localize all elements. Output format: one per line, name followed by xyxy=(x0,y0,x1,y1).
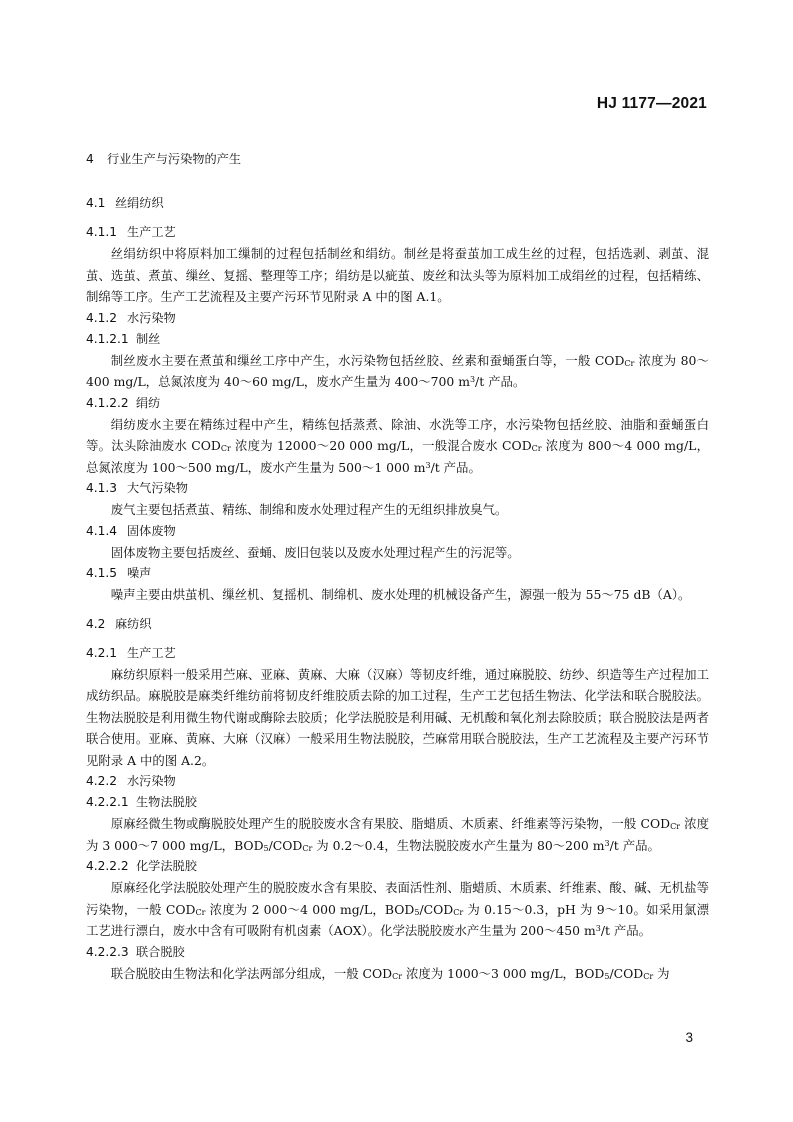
paragraph-4-1-4: 固体废物主要包括废丝、蚕蛹、废旧包装以及废水处理过程产生的污泥等。 xyxy=(110,544,520,560)
section-title: 麻纺织 xyxy=(115,616,152,631)
section-title: 生产工艺 xyxy=(127,645,176,660)
paragraph-4-1-1: 丝绢纺织中将原料加工缫制的过程包括制丝和绢纺。制丝是将蚕茧加工成生丝的过程，包括选剥、剥茧、混茧、选茧、煮茧、缫丝、复摇、整理等工序；绢纺是以疵茧、废丝和汰头等为原料加工成绢丝的过程，包括精练、制绵等工序。生产工艺流程及主要产污环节见附录 A 中的图 A.1。 xyxy=(86,246,709,304)
paragraph-4-1-3: 废气主要包括煮茧、精练、制绵和废水处理过程产生的无组织排放臭气。 xyxy=(110,502,508,517)
section-number: 4.2.1 xyxy=(86,645,118,660)
section-title: 联合脱胶 xyxy=(136,944,185,959)
section-heading-4-2-2 xyxy=(86,771,709,792)
section-number: 4.2.2.3 xyxy=(86,944,129,959)
document-body xyxy=(86,149,709,984)
section-heading-4-1-4 xyxy=(86,521,709,542)
section-number: 4.1.5 xyxy=(86,566,118,580)
section-title: 水污染物 xyxy=(127,310,176,325)
section-title: 生物法脱胶 xyxy=(136,795,197,809)
document-code-header: HJ 1177—2021 xyxy=(596,95,707,112)
section-title: 化学法脱胶 xyxy=(136,859,197,873)
paragraph-4-1-2-2: 绢纺废水主要在精练过程中产生，精练包括蒸煮、除油、水洗等工序，水污染物包括丝胶、油脂和蚕蛹蛋白等。汰头除油废水 $COD_{Cr}$ 浓度为 12000～20 000 mg/L，一般混合废水 $COD_{Cr}$ 浓度为 800～4 000 mg/L，总氮浓度为 100～500 mg/L，废水产生量为 500～1 000 $m^3/t$ 产品。 xyxy=(86,416,709,475)
section-number: 4.1.3 xyxy=(86,481,118,495)
section-heading-4-1-2-2 xyxy=(86,393,709,414)
section-heading-4-1 xyxy=(86,193,709,214)
section-number: 4.1 xyxy=(86,196,106,210)
section-title: 绢纺 xyxy=(136,395,161,410)
section-number: 4.1.2.1 xyxy=(86,331,129,346)
paragraph-4-2-2-1: 原麻经微生物或酶脱胶处理产生的脱胶废水含有果胶、脂蜡质、木质素、纤维素等污染物，一般 $COD_{Cr}$ 浓度为 3 000～7 000 mg/L，$BOD_5/COD_{Cr}$ 为 0.2～0.4，生物法脱胶废水产生量为 80～200 $m^3/t$ 产品。 xyxy=(86,816,709,853)
section-number: 4.2.2.2 xyxy=(86,859,129,873)
page-number: 3 xyxy=(685,1030,693,1045)
section-heading-4-2-2-3 xyxy=(86,942,709,963)
section-heading-4-1-2-1 xyxy=(86,329,709,350)
section-heading-4-1-1 xyxy=(86,222,709,243)
paragraph-4-1-5: 噪声主要由烘茧机、缫丝机、复摇机、制绵机、废水处理的机械设备产生，源强一般为 55～75 dB（A）。 xyxy=(110,587,691,602)
section-heading-4-1-3 xyxy=(86,478,709,499)
paragraph-4-2-1: 麻纺织原料一般采用苎麻、亚麻、黄麻、大麻（汉麻）等韧皮纤维，通过麻脱胶、纺纱、织造等生产过程加工成纺织品。麻脱胶是麻类纤维纺前将韧皮纤维胶质去除的加工过程，生产工艺包括生物法、化学法和联合脱胶法。生物法脱胶是利用微生物代谢或酶除去胶质；化学法脱胶是利用碱、无机酸和氧化剂去除胶质；联合脱胶法是两者联合使用。亚麻、黄麻、大麻（汉麻）一般采用生物法脱胶，苎麻常用联合脱胶法，生产工艺流程及主要产污环节见附录 A 中的图 A.2。 xyxy=(86,666,709,768)
paragraph-4-1-2-1: 制丝废水主要在煮茧和缫丝工序中产生，水污染物包括丝胶、丝素和蚕蛹蛋白等，一般 $COD_{Cr}$ 浓度为 80～400 mg/L，总氮浓度为 40～60 mg/L，废水产生量为 400～700 $m^3/t$ 产品。 xyxy=(86,352,709,389)
section-heading-4-2-2-2 xyxy=(86,856,709,877)
section-heading-4 xyxy=(86,149,709,170)
section-heading-4-2-1 xyxy=(86,643,709,664)
section-heading-4-2 xyxy=(86,614,709,635)
section-heading-4-1-5 xyxy=(86,563,709,584)
section-number: 4.2.2.1 xyxy=(86,795,129,809)
section-number: 4.2.2 xyxy=(86,774,118,788)
section-title: 噪声 xyxy=(127,566,152,580)
section-heading-4-2-2-1 xyxy=(86,792,709,813)
section-number: 4.1.4 xyxy=(86,523,118,538)
section-title: 大气污染物 xyxy=(127,481,188,495)
section-number: 4.1.1 xyxy=(86,225,118,239)
section-title: 生产工艺 xyxy=(127,225,176,239)
section-title: 制丝 xyxy=(136,331,161,346)
section-title: 固体废物 xyxy=(127,523,176,538)
section-title: 水污染物 xyxy=(127,774,176,788)
section-title: 行业生产与污染物的产生 xyxy=(107,152,242,166)
paragraph-4-2-2-3: 联合脱胶由生物法和化学法两部分组成，一般 $COD_{Cr}$ 浓度为 1000～3 000 mg/L，$BOD_5/COD_{Cr}$ 为 xyxy=(110,965,670,981)
section-number: 4.1.2 xyxy=(86,310,118,325)
section-heading-4-1-2 xyxy=(86,308,709,329)
section-number: 4.1.2.2 xyxy=(86,395,129,410)
section-title: 丝绢纺织 xyxy=(115,196,164,210)
section-number: 4.2 xyxy=(86,616,106,631)
section-number: 4 xyxy=(86,152,94,166)
paragraph-4-2-2-2: 原麻经化学法脱胶处理产生的脱胶废水含有果胶、表面活性剂、脂蜡质、木质素、纤维素、酸、碱、无机盐等污染物，一般 $COD_{Cr}$ 浓度为 2 000～4 000 mg/L，$BOD_5/COD_{Cr}$ 为 0.15～0.3，pH 为 9～10。如采用氯漂工艺进行漂白，废水中含有可吸附有机卤素（AOX）。化学法脱胶废水产生量为 200～450 $m^3/t$ 产品。 xyxy=(86,880,710,938)
